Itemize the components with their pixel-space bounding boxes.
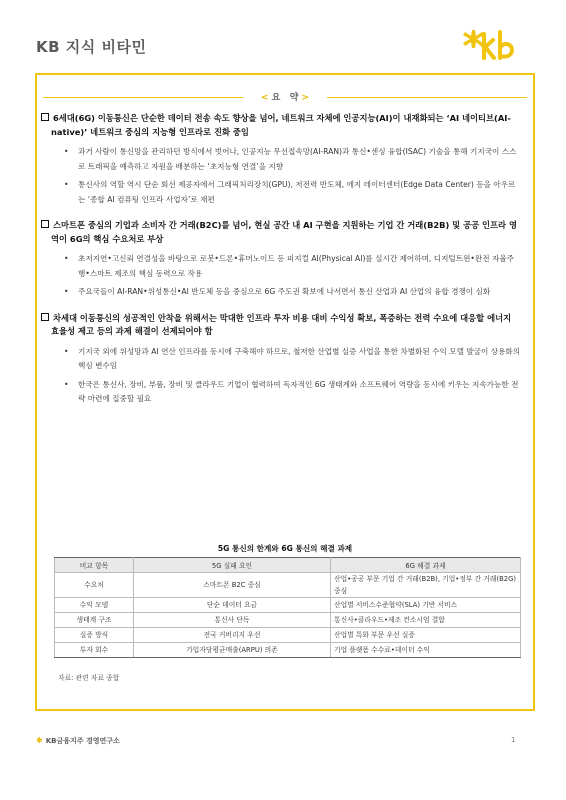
bullet-item: • 초저지연•고신뢰 연결성을 바탕으로 로봇•드론•휴머노이드 등 피지컬 AI(Physical AI)를 실시간 제어하며, 디지털트윈•완전 자율주행•스마트 제조의 핵심 동력으로 작용: [41, 252, 521, 281]
table-cell: 통신사 단독: [134, 613, 331, 628]
table-cell: 통신사•클라우드•제조 컨소시엄 결합: [331, 613, 521, 628]
comparison-table: [54, 557, 521, 658]
page-title: KB 지식 비타민: [36, 38, 147, 56]
table-row: [55, 573, 521, 598]
bracket-right-icon: >: [301, 93, 310, 103]
bracket-left-icon: <: [260, 93, 269, 103]
page-number: 1: [511, 736, 516, 744]
table-row: [55, 643, 521, 658]
footer-org-label: KB금융지주 경영연구소: [45, 737, 120, 745]
table-cell: 투자 회수: [55, 643, 134, 658]
table-cell: 단순 데이터 요금: [134, 598, 331, 613]
summary-section: [41, 112, 521, 207]
summary-header: [35, 90, 535, 106]
table-cell: 수요처: [55, 573, 134, 598]
section-title: 6세대(6G) 이동통신은 단순한 데이터 전송 속도 향상을 넘어, 네트워크 자체에 인공지능(AI)이 내재화되는 ‘AI 네이티브(AI-native)’ 네트워크 중심의 지능형 인프라로 진화 중임: [51, 113, 511, 137]
bullet-item: • 과거 사람이 통신망을 관리하던 방식에서 벗어나, 인공지능 무선접속망(AI-RAN)과 통신•센싱 융합(ISAC) 기술을 통해 기지국이 스스로 트래픽을 예측하고 자원을 배분하는 ‘초지능형 연결’을 지향: [41, 145, 521, 174]
table-cell: 스마트폰 B2C 중심: [134, 573, 331, 598]
table-row: [55, 613, 521, 628]
section-title: 차세대 이동통신의 성공적인 안착을 위해서는 막대한 인프라 투자 비용 대비 수익성 확보, 폭증하는 전력 수요에 대응할 에너지 효율성 제고 등의 과제 해결이 선제되어야 함: [51, 312, 512, 336]
table-row: [55, 628, 521, 643]
bullet-item: • 주요국들이 AI-RAN•위성통신•AI 반도체 등을 중심으로 6G 주도권 확보에 나서면서 통신 산업과 AI 산업의 융합 경쟁이 심화: [41, 285, 521, 300]
bullet-list: [41, 345, 521, 407]
table-cell: 실증 방식: [55, 628, 134, 643]
summary-label: 요 약: [271, 93, 299, 103]
table-header-cell: 5G 실패 요인: [134, 558, 331, 573]
table-cell: 전국 커버리지 우선: [134, 628, 331, 643]
checkbox-square-icon: [41, 220, 49, 228]
table-cell: 산업별 서비스수준협약(SLA) 기반 서비스: [331, 598, 521, 613]
kb-logo: [462, 26, 516, 66]
table-cell: 가입자당평균매출(ARPU) 의존: [134, 643, 331, 658]
summary-section: [41, 312, 521, 407]
table-header-row: [55, 558, 521, 573]
kb-star-icon: ✱: [36, 736, 43, 745]
checkbox-square-icon: [41, 113, 49, 121]
table-row: [55, 598, 521, 613]
bullet-item: • 통신사의 역할 역시 단순 회선 제공자에서 그래픽처리장치(GPU), 저전력 반도체, 에지 데이터센터(Edge Data Center) 등을 아우르는 ‘종합 AI 컴퓨팅 인프라 사업자’로 재편: [41, 178, 521, 207]
summary-content: [41, 112, 521, 419]
checkbox-square-icon: [41, 313, 49, 321]
table-cell: 생태계 구조: [55, 613, 134, 628]
summary-section: [41, 219, 521, 300]
table-header-cell: 비교 항목: [55, 558, 134, 573]
source-note: 자료: 관련 자료 종합: [58, 674, 120, 682]
bullet-item: • 기지국 외에 위성망과 AI 연산 인프라를 동시에 구축해야 하므로, 철저한 산업별 실증 사업을 통한 차별화된 수익 모델 발굴이 상용화의 핵심 변수임: [41, 345, 521, 374]
bullet-item: • 한국은 통신사, 장비, 부품, 장비 및 클라우드 기업이 협력하여 독자적인 6G 생태계와 소프트웨어 역량을 동시에 키우는 지속가능한 전략 마련에 집중할 필요: [41, 378, 521, 407]
bullet-list: [41, 252, 521, 300]
footer-org: [36, 736, 120, 746]
table-cell: 수익 모델: [55, 598, 134, 613]
table-cell: 산업별 특화 부문 우선 실증: [331, 628, 521, 643]
section-title: 스마트폰 중심의 기업과 소비자 간 거래(B2C)를 넘어, 현실 공간 내 AI 구현을 지원하는 기업 간 거래(B2B) 및 공공 인프라 영역이 6G의 핵심 수요처로 부상: [51, 220, 517, 244]
table-title: 5G 통신의 한계와 6G 통신의 해결 과제: [217, 544, 353, 553]
bullet-list: [41, 145, 521, 207]
table-header-cell: 6G 해결 과제: [331, 558, 521, 573]
table-cell: 산업•공공 부문 기업 간 거래(B2B), 기업•정부 간 거래(B2G) 중심: [331, 573, 521, 598]
table-cell: 기업 플랫폼 수수료•데이터 수익: [331, 643, 521, 658]
